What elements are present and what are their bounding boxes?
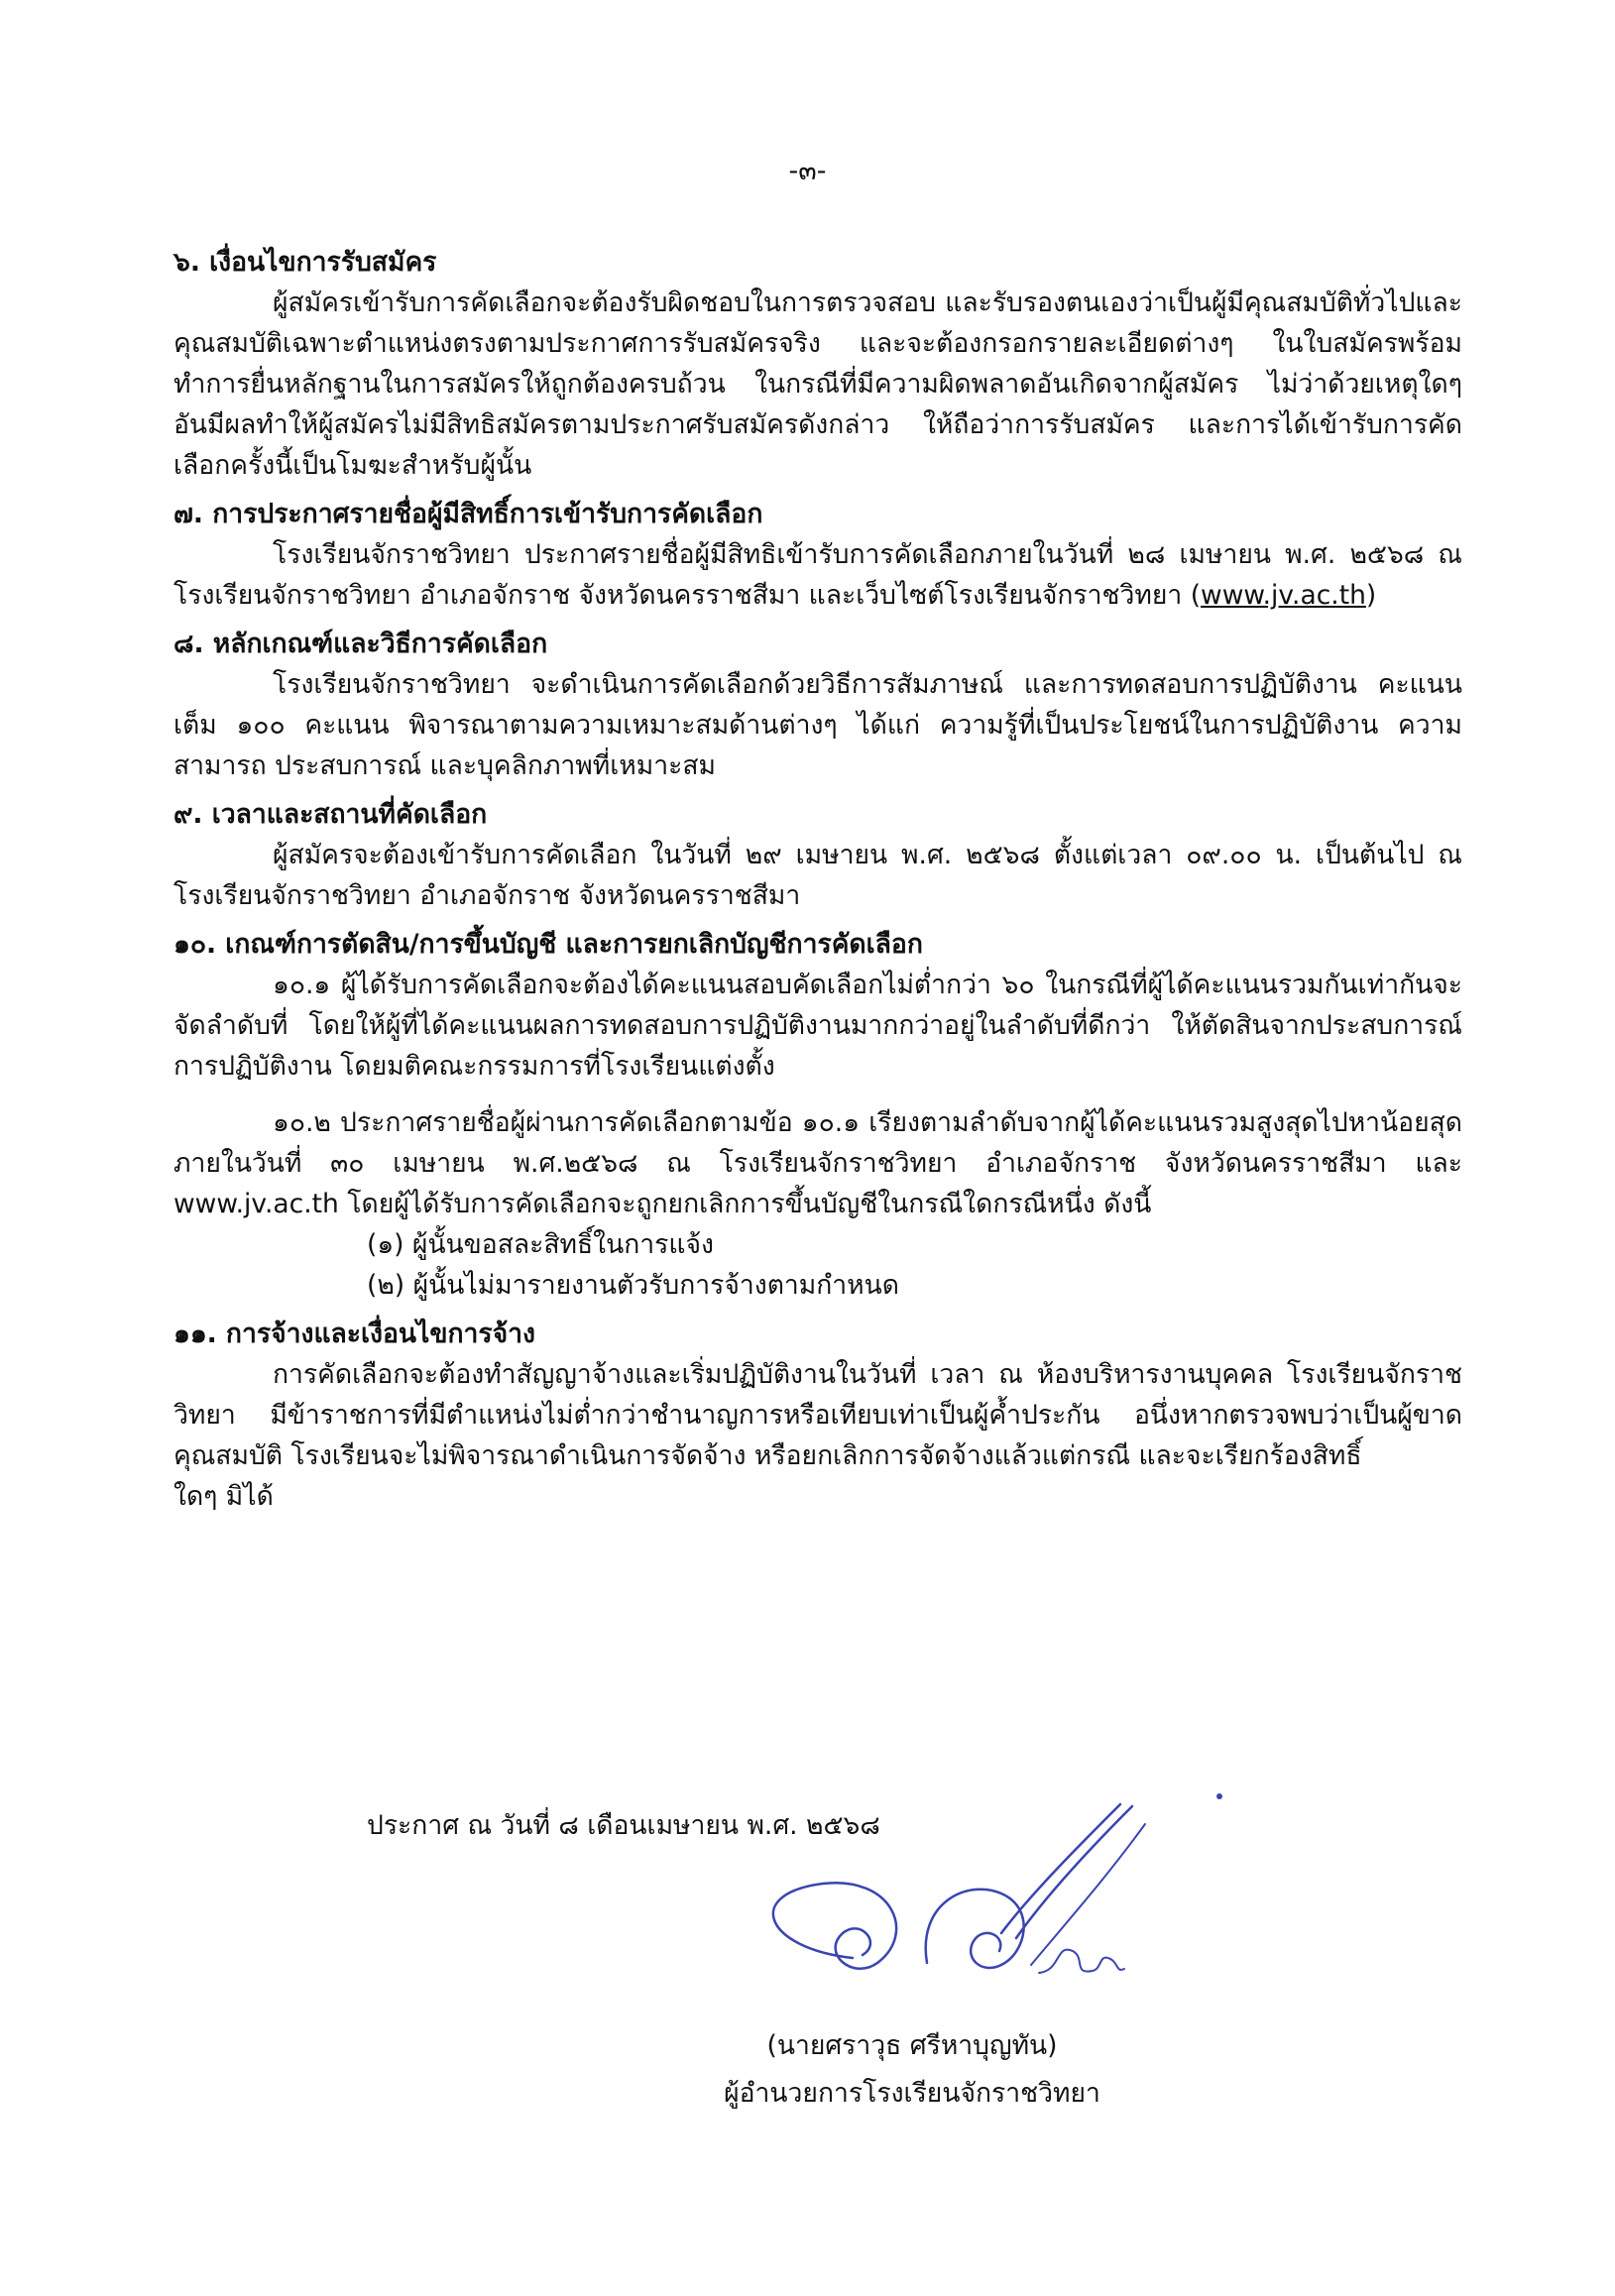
section-6-body: ผู้สมัครเข้ารับการคัดเลือกจะต้องรับผิดชอบในการตรวจสอบ และรับรองตนเองว่าเป็นผู้มีคุณสมบัติทั่วไปและคุณสมบัติเฉพาะตำแหน่งตรงตามประกาศการรับสมัครจริง และจะต้องกรอกรายละเอียดต่างๆ ในใบสมัครพร้อมทำการยื่นหลักฐานในการสมัครให้ถูกต้องครบถ้วน ในกรณีที่มีความผิดพลาดอันเกิดจากผู้สมัคร ไม่ว่าด้วยเหตุใดๆ อันมีผลทำให้ผู้สมัครไม่มีสิทธิสมัครตามประกาศรับสมัครดังกล่าว ให้ถือว่าการรับสมัคร และการได้เข้ารับการคัดเลือกครั้งนี้เป็นโมฆะสำหรับผู้นั้น xyxy=(173,287,1462,481)
section-8-body: โรงเรียนจักราชวิทยา จะดำเนินการคัดเลือกด้วยวิธีการสัมภาษณ์ และการทดสอบการปฏิบัติงาน คะแนนเต็ม ๑๐๐ คะแนน พิจารณาตามความเหมาะสมด้านต่างๆ ได้แก่ ความรู้ที่เป็นประโยชน์ในการปฏิบัติงาน ความสามารถ ประสบการณ์ และบุคลิกภาพที่เหมาะสม xyxy=(173,669,1462,781)
list-item: (๑) ผู้นั้นขอสละสิทธิ์ในการแจ้ง xyxy=(367,1229,714,1260)
signature-stroke xyxy=(1110,1959,1124,1970)
section-8-heading: ๘. หลักเกณฑ์และวิธีการคัดเลือก xyxy=(173,629,548,659)
signer-name: (นายศราวุธ ศรีหาบุญทัน) xyxy=(766,2030,1058,2061)
website-link[interactable]: www.jv.ac.th xyxy=(1201,580,1366,611)
section-10-2-body: ๑๐.๒ ประกาศรายชื่อผู้ผ่านการคัดเลือกตามข้อ ๑๐.๑ เรียงตามลำดับจากผู้ได้คะแนนรวมสูงสุดไปหาน้อยสุด ภายในวันที่ ๓๐ เมษายน พ.ศ.๒๕๖๘ ณ โรงเรียนจักราชวิทยา อำเภอจักราช จังหวัดนครราชสีมา และ www.jv.ac.th โดยผู้ได้รับการคัดเลือกจะถูกยกเลิกการขึ้นบัญชีในกรณีใดกรณีหนึ่ง ดังนี้ xyxy=(173,1107,1462,1219)
section-9-body: ผู้สมัครจะต้องเข้ารับการคัดเลือก ในวันที่ ๒๙ เมษายน พ.ศ. ๒๕๖๘ ตั้งแต่เวลา ๐๙.๐๐ น. เป็นต้นไป ณ โรงเรียนจักราชวิทยา อำเภอจักราช จังหวัดนครราชสีมา xyxy=(173,840,1462,911)
signature-stroke xyxy=(1001,1804,1132,1938)
section-10-heading: ๑๐. เกณฑ์การตัดสิน/การขึ้นบัญชี และการยกเลิกบัญชีการคัดเลือก xyxy=(173,929,923,960)
section-11-heading: ๑๑. การจ้างและเงื่อนไขการจ้าง xyxy=(173,1319,535,1349)
section-7-heading: ๗. การประกาศรายชื่อผู้มีสิทธิ์การเข้ารับการคัดเลือก xyxy=(173,499,763,529)
section-11-body: การคัดเลือกจะต้องทำสัญญาจ้างและเริ่มปฏิบัติงานในวันที่ เวลา ณ ห้องบริหารงานบุคคล โรงเรียนจักราชวิทยา มีข้าราชการที่มีตำแหน่งไม่ต่ำกว่าชำนาญการหรือเทียบเท่าเป็นผู้ค้ำประกัน อนึ่งหากตรวจพบว่าเป็นผู้ขาดคุณสมบัติ โรงเรียนจะไม่พิจารณาดำเนินการจัดจ้าง หรือยกเลิกการจัดจ้างแล้วแต่กรณี และจะเรียกร้องสิทธิ์ xyxy=(173,1359,1462,1471)
section-11-tail: ใดๆ มิได้ xyxy=(173,1481,274,1512)
signature-stroke xyxy=(1039,1950,1110,1973)
signature-image xyxy=(704,1784,1259,2032)
signer-position: ผู้อำนวยการโรงเรียนจักราชวิทยา xyxy=(724,2078,1100,2109)
section-7-text-end: ) xyxy=(1365,580,1377,611)
signature-stroke xyxy=(1031,1824,1145,1965)
signature-stroke xyxy=(926,1890,1024,1968)
signer-block xyxy=(684,2022,1140,2118)
section-6-heading: ๖. เงื่อนไขการรับสมัคร xyxy=(173,247,437,278)
list-item: (๒) ผู้นั้นไม่มารายงานตัวรับการจ้างตามกำหนด xyxy=(367,1270,899,1301)
section-10-1-body: ๑๐.๑ ผู้ได้รับการคัดเลือกจะต้องได้คะแนนสอบคัดเลือกไม่ต่ำกว่า ๖๐ ในกรณีที่ผู้ได้คะแนนรวมกันเท่ากันจะจัดลำดับที่ โดยให้ผู้ที่ได้คะแนนผลการทดสอบการปฏิบัติงานมากกว่าอยู่ในลำดับที่ดีกว่า ให้ตัดสินจากประสบการณ์การปฏิบัติงาน โดยมติคณะกรรมการที่โรงเรียนแต่งตั้ง xyxy=(173,970,1462,1082)
signature-dot xyxy=(1216,1793,1222,1799)
announcement-date: ประกาศ ณ วันที่ ๘ เดือนเมษายน พ.ศ. ๒๕๖๘ xyxy=(367,1810,880,1841)
section-7-body xyxy=(173,534,1462,616)
document-body xyxy=(173,234,1462,1517)
page-number: -๓- xyxy=(788,156,827,186)
section-7-text: โรงเรียนจักราชวิทยา ประกาศรายชื่อผู้มีสิทธิเข้ารับการคัดเลือกภายในวันที่ ๒๘ เมษายน พ.ศ. ๒๕๖๘ ณ โรงเรียนจักราชวิทยา อำเภอจักราช จังหวัดนครราชสีมา และเว็บไซต์โรงเรียนจักราชวิทยา ( xyxy=(173,539,1462,611)
section-9-heading: ๙. เวลาและสถานที่คัดเลือก xyxy=(173,799,488,830)
signature-stroke xyxy=(773,1883,896,1969)
